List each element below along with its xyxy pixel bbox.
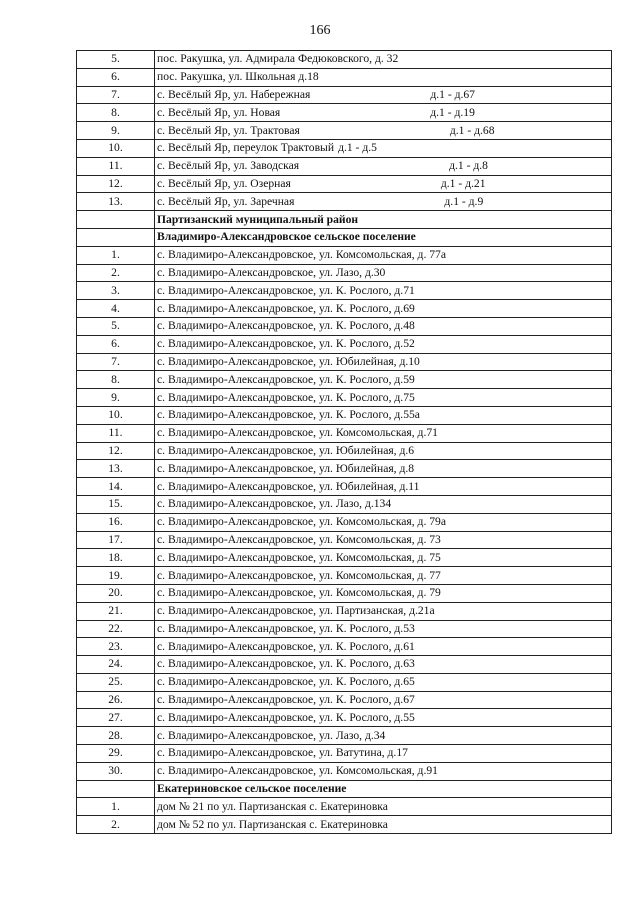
row-number: 7. — [77, 353, 155, 371]
address-text: с. Весёлый Яр, переулок Трактовый — [157, 141, 335, 155]
table-row — [77, 638, 612, 656]
row-number: 2. — [77, 264, 155, 282]
address-cell: дом № 21 по ул. Партизанская с. Екатериновка — [155, 798, 612, 816]
address-cell: с. Владимиро-Александровское, ул. Комсомольская, д. 73 — [155, 531, 612, 549]
address-cell: дом № 52 по ул. Партизанская с. Екатериновка — [155, 816, 612, 834]
table-row — [77, 442, 612, 460]
house-range: д.1 - д.9 — [444, 194, 484, 208]
address-cell — [155, 122, 612, 140]
address-cell: с. Владимиро-Александровское, ул. Комсомольская, д.71 — [155, 424, 612, 442]
row-number: 21. — [77, 602, 155, 620]
table-row — [77, 478, 612, 496]
table-row — [77, 762, 612, 780]
table-row — [77, 727, 612, 745]
table-row — [77, 549, 612, 567]
table-row — [77, 389, 612, 407]
address-cell: с. Владимиро-Александровское, ул. Лазо, д.134 — [155, 495, 612, 513]
row-number: 9. — [77, 122, 155, 140]
table-row — [77, 709, 612, 727]
address-cell: с. Владимиро-Александровское, ул. К. Рослого, д.55 — [155, 709, 612, 727]
row-number: 5. — [77, 51, 155, 69]
table-row — [77, 282, 612, 300]
row-number: 6. — [77, 68, 155, 86]
house-range: д.1 - д.19 — [430, 105, 475, 119]
address-cell: с. Владимиро-Александровское, ул. Юбилейная, д.8 — [155, 460, 612, 478]
table-row — [77, 460, 612, 478]
row-number: 11. — [77, 424, 155, 442]
row-number: 30. — [77, 762, 155, 780]
address-cell: с. Владимиро-Александровское, ул. Комсомольская, д. 75 — [155, 549, 612, 567]
address-cell: с. Владимиро-Александровское, ул. Юбилейная, д.10 — [155, 353, 612, 371]
address-text: с. Весёлый Яр, ул. Озерная — [157, 176, 291, 190]
table-row — [77, 406, 612, 424]
row-number: 8. — [77, 104, 155, 122]
table-row — [77, 816, 612, 834]
table-row — [77, 68, 612, 86]
house-range: д.1 - д.21 — [440, 176, 486, 190]
table-row — [77, 620, 612, 638]
row-number — [77, 228, 155, 246]
address-text: с. Весёлый Яр, ул. Заводская — [157, 159, 300, 173]
table-row — [77, 745, 612, 763]
row-number: 9. — [77, 389, 155, 407]
address-cell: пос. Ракушка, ул. Адмирала Федюковского, д. 32 — [155, 51, 612, 69]
row-number: 7. — [77, 86, 155, 104]
row-number: 11. — [77, 157, 155, 175]
table-row — [77, 602, 612, 620]
row-number: 17. — [77, 531, 155, 549]
row-number: 2. — [77, 816, 155, 834]
row-number: 26. — [77, 691, 155, 709]
address-cell: с. Владимиро-Александровское, ул. Лазо, д.30 — [155, 264, 612, 282]
table-row — [77, 86, 612, 104]
house-range: д.1 - д.67 — [430, 87, 475, 101]
address-cell: с. Владимиро-Александровское, ул. Юбилейная, д.11 — [155, 478, 612, 496]
table-row — [77, 691, 612, 709]
address-cell: с. Владимиро-Александровское, ул. Комсомольская, д. 79 — [155, 584, 612, 602]
address-table-body — [77, 51, 612, 834]
address-cell: с. Владимиро-Александровское, ул. Юбилейная, д.6 — [155, 442, 612, 460]
row-number: 3. — [77, 282, 155, 300]
row-number: 1. — [77, 246, 155, 264]
table-row — [77, 317, 612, 335]
address-cell: пос. Ракушка, ул. Школьная д.18 — [155, 68, 612, 86]
address-cell: с. Владимиро-Александровское, ул. К. Рослого, д.61 — [155, 638, 612, 656]
table-row — [77, 371, 612, 389]
address-text: с. Весёлый Яр, ул. Заречная — [157, 194, 295, 208]
table-row — [77, 353, 612, 371]
row-number: 10. — [77, 406, 155, 424]
row-number: 1. — [77, 798, 155, 816]
section-title: Екатериновское сельское поселение — [155, 780, 612, 798]
table-row — [77, 122, 612, 140]
row-number: 12. — [77, 442, 155, 460]
table-row — [77, 139, 612, 157]
row-number: 14. — [77, 478, 155, 496]
table-row — [77, 513, 612, 531]
row-number — [77, 780, 155, 798]
row-number — [77, 211, 155, 229]
house-range: д.1 - д.5 — [338, 141, 377, 155]
address-cell — [155, 157, 612, 175]
row-number: 8. — [77, 371, 155, 389]
address-cell: с. Владимиро-Александровское, ул. К. Рослого, д.55а — [155, 406, 612, 424]
section-header-row — [77, 211, 612, 229]
table-row — [77, 104, 612, 122]
table-row — [77, 567, 612, 585]
row-number: 4. — [77, 300, 155, 318]
section-title: Партизанский муниципальный район — [155, 211, 612, 229]
address-cell: с. Владимиро-Александровское, ул. К. Рослого, д.63 — [155, 656, 612, 674]
address-cell — [155, 175, 612, 193]
address-text: с. Весёлый Яр, ул. Трактовая — [157, 123, 300, 137]
table-row — [77, 656, 612, 674]
row-number: 27. — [77, 709, 155, 727]
row-number: 23. — [77, 638, 155, 656]
table-row — [77, 335, 612, 353]
address-cell: с. Владимиро-Александровское, ул. Комсомольская, д. 77а — [155, 246, 612, 264]
address-cell: с. Владимиро-Александровское, ул. Лазо, д.34 — [155, 727, 612, 745]
page-number: 166 — [309, 23, 331, 38]
table-row — [77, 673, 612, 691]
address-text: с. Весёлый Яр, ул. Набережная — [157, 87, 311, 101]
address-cell: с. Владимиро-Александровское, ул. Ватутина, д.17 — [155, 745, 612, 763]
address-cell — [155, 193, 612, 211]
table-row — [77, 798, 612, 816]
address-cell: с. Владимиро-Александровское, ул. К. Рослого, д.67 — [155, 691, 612, 709]
row-number: 25. — [77, 673, 155, 691]
row-number: 28. — [77, 727, 155, 745]
table-row — [77, 300, 612, 318]
section-header-row — [77, 228, 612, 246]
address-cell: с. Владимиро-Александровское, ул. Комсомольская, д.91 — [155, 762, 612, 780]
table-row — [77, 175, 612, 193]
address-cell: с. Владимиро-Александровское, ул. К. Рослого, д.75 — [155, 389, 612, 407]
address-cell — [155, 139, 612, 157]
row-number: 20. — [77, 584, 155, 602]
table-row — [77, 495, 612, 513]
row-number: 5. — [77, 317, 155, 335]
address-cell — [155, 104, 612, 122]
address-cell: с. Владимиро-Александровское, ул. К. Рослого, д.52 — [155, 335, 612, 353]
table-row — [77, 424, 612, 442]
address-cell: с. Владимиро-Александровское, ул. К. Рослого, д.53 — [155, 620, 612, 638]
section-header-row — [77, 780, 612, 798]
row-number: 6. — [77, 335, 155, 353]
house-range: д.1 - д.68 — [449, 123, 495, 137]
row-number: 18. — [77, 549, 155, 567]
house-range: д.1 - д.8 — [449, 159, 488, 173]
row-number: 16. — [77, 513, 155, 531]
address-cell: с. Владимиро-Александровское, ул. К. Рослого, д.48 — [155, 317, 612, 335]
address-cell — [155, 86, 612, 104]
row-number: 29. — [77, 745, 155, 763]
row-number: 13. — [77, 193, 155, 211]
row-number: 13. — [77, 460, 155, 478]
table-row — [77, 246, 612, 264]
table-row — [77, 193, 612, 211]
table-row — [77, 584, 612, 602]
row-number: 10. — [77, 139, 155, 157]
table-row — [77, 531, 612, 549]
row-number: 24. — [77, 656, 155, 674]
address-cell: с. Владимиро-Александровское, ул. Комсомольская, д. 77 — [155, 567, 612, 585]
row-number: 19. — [77, 567, 155, 585]
section-title: Владимиро-Александровское сельское поселение — [155, 228, 612, 246]
row-number: 12. — [77, 175, 155, 193]
row-number: 15. — [77, 495, 155, 513]
address-table — [76, 50, 612, 834]
address-cell: с. Владимиро-Александровское, ул. К. Рослого, д.71 — [155, 282, 612, 300]
address-cell: с. Владимиро-Александровское, ул. К. Рослого, д.65 — [155, 673, 612, 691]
table-row — [77, 157, 612, 175]
table-row — [77, 51, 612, 69]
address-cell: с. Владимиро-Александровское, ул. К. Рослого, д.59 — [155, 371, 612, 389]
address-cell: с. Владимиро-Александровское, ул. К. Рослого, д.69 — [155, 300, 612, 318]
address-text: с. Весёлый Яр, ул. Новая — [157, 105, 281, 119]
table-row — [77, 264, 612, 282]
row-number: 22. — [77, 620, 155, 638]
address-cell: с. Владимиро-Александровское, ул. Партизанская, д.21а — [155, 602, 612, 620]
address-cell: с. Владимиро-Александровское, ул. Комсомольская, д. 79а — [155, 513, 612, 531]
